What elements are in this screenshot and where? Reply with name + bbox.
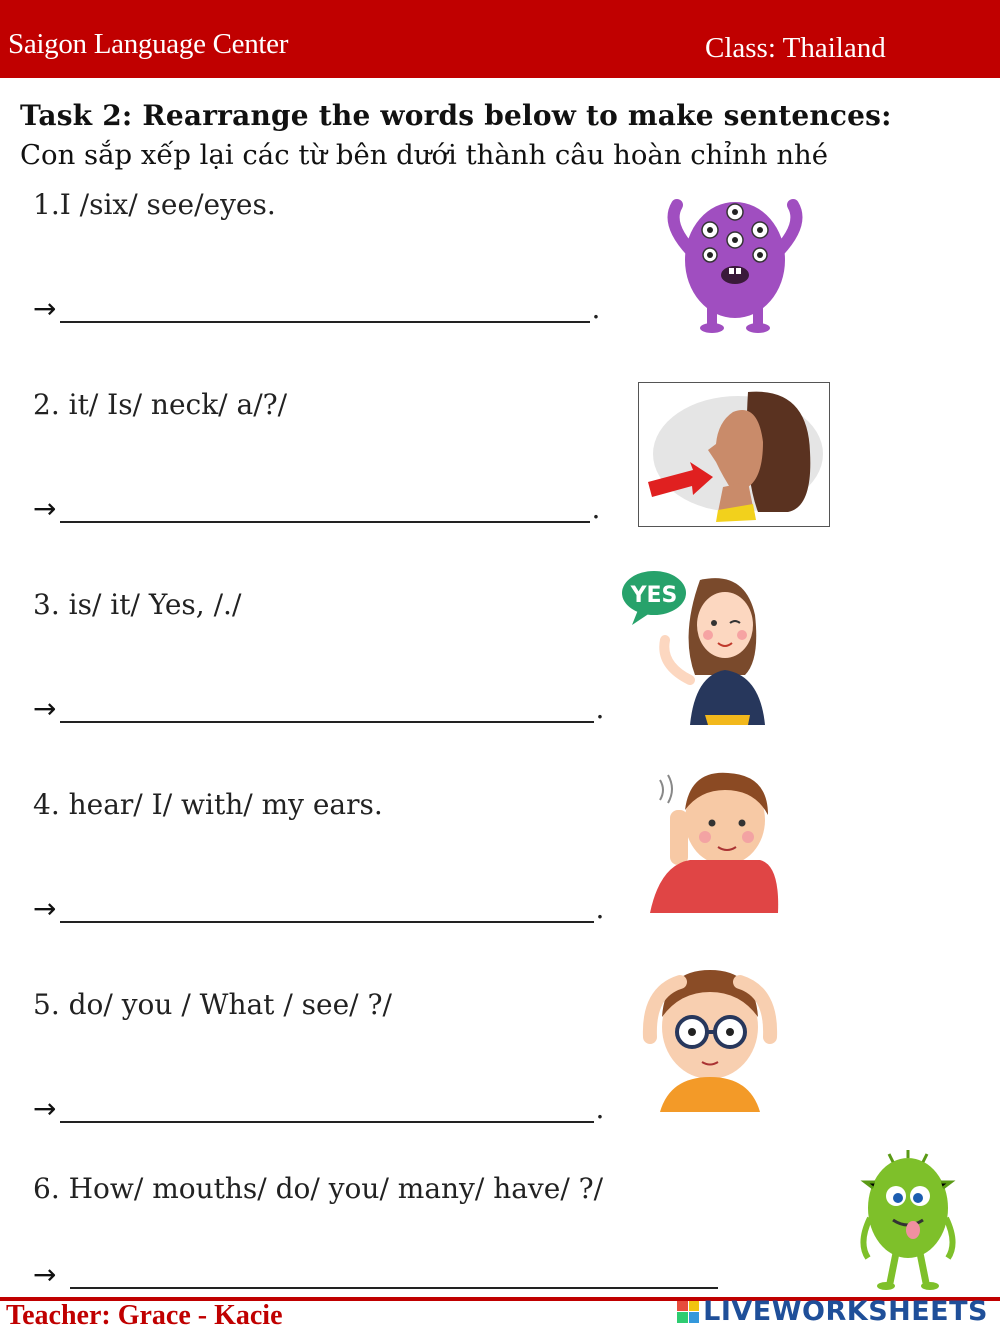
question-4-prompt: 4. hear/ I/ with/ my ears. [33,788,383,821]
liveworksheets-logo [677,1296,988,1327]
arrow-icon: → [33,292,57,325]
question-2-prompt: 2. it/ Is/ neck/ a/?/ [33,388,288,421]
arrow-icon: → [33,1258,57,1291]
arrow-icon: → [33,892,57,925]
teacher-name: Teacher: Grace - Kacie [6,1300,283,1331]
arrow-icon: → [33,1092,57,1125]
answer-row-5: → . [33,1092,605,1125]
answer-blank-5[interactable] [60,1101,594,1123]
header-bar [0,0,1000,78]
answer-blank-4[interactable] [60,901,594,923]
brand-name: LIVEWORKSHEETS [703,1296,988,1327]
green-monster-icon [858,1148,958,1297]
girl-neck-icon [638,382,830,531]
svg-text:YES: YES [630,583,678,608]
answer-blank-1[interactable] [60,301,590,323]
liveworksheets-logo-icon [677,1301,699,1323]
answer-row-1: → . [33,292,601,325]
question-1-prompt: 1.I /six/ see/eyes. [33,188,276,221]
purple-monster-icon [655,185,815,339]
question-6-prompt: 6. How/ mouths/ do/ you/ many/ have/ ?/ [33,1172,604,1205]
boy-listening-icon [650,765,785,917]
answer-blank-3[interactable] [60,701,594,723]
arrow-icon: → [33,692,57,725]
answer-blank-2[interactable] [60,501,590,523]
answer-row-4: → . [33,892,605,925]
question-5-prompt: 5. do/ you / What / see/ ?/ [33,988,392,1021]
school-name: Saigon Language Center [8,28,289,60]
girl-yes-icon [620,565,775,729]
arrow-icon: → [33,492,57,525]
task-title: Task 2: Rearrange the words below to make sentences: [20,99,892,132]
answer-row-6 [33,1253,718,1289]
question-3-prompt: 3. is/ it/ Yes, /./ [33,588,242,621]
answer-blank-6[interactable] [70,1267,718,1289]
answer-row-3: → . [33,692,605,725]
class-label: Class: Thailand [705,32,886,64]
boy-glasses-icon [640,962,780,1116]
answer-row-2: → . [33,492,601,525]
task-subtitle: Con sắp xếp lại các từ bên dưới thành câu hoàn chỉnh nhé [20,139,829,171]
